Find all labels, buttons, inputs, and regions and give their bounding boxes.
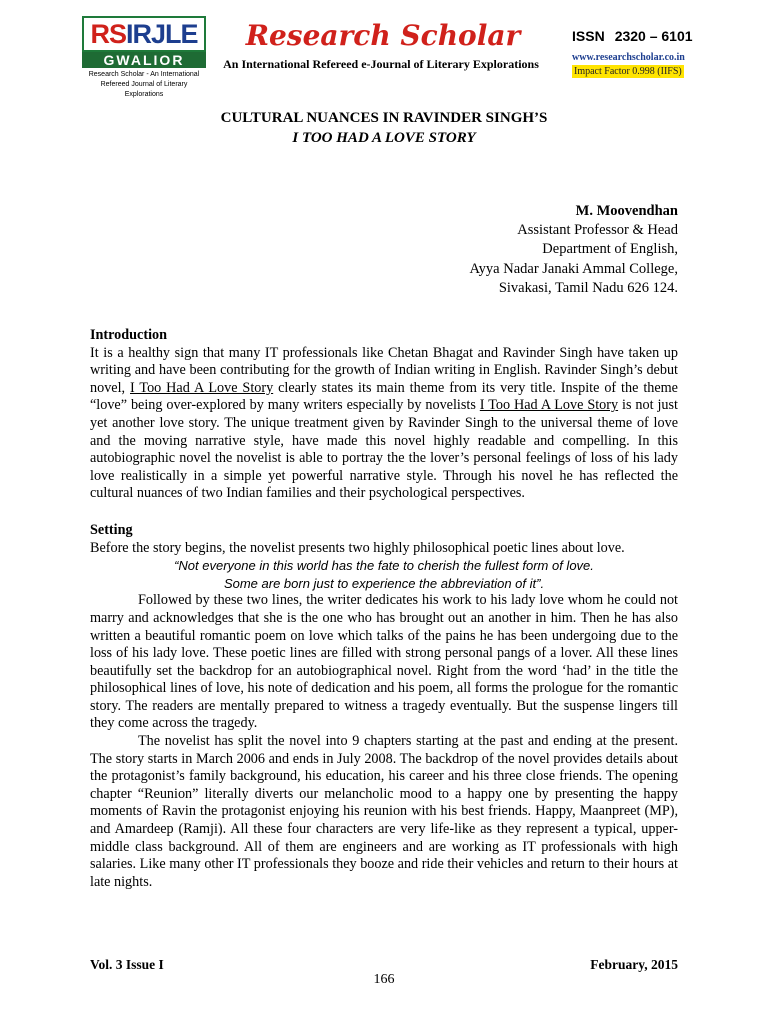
quote-line: “Not everyone in this world has the fate to cherish the fullest form of love. bbox=[174, 558, 594, 574]
footer-date: February, 2015 bbox=[590, 957, 678, 972]
paper-title-line2: I TOO HAD A LOVE STORY bbox=[292, 130, 476, 146]
introduction-heading: Introduction bbox=[90, 327, 167, 343]
issn-number: 2320 – 6101 bbox=[614, 28, 693, 44]
issn-label: ISSN bbox=[572, 28, 605, 44]
logo-band: GWALIOR bbox=[82, 52, 206, 68]
paper-title bbox=[90, 108, 678, 148]
intro-text-a: It is a healthy sign that many IT professionals like Chetan Bhagat and Ravinder Singh have taken up writing and have been contributing for the growth of Indian writing in English. Ravinder Singh’s debut novel, bbox=[90, 344, 678, 396]
intro-text-b: clearly states its main theme from its very title. Inspite of the theme “love” being over-explored by many writers especially by novelists bbox=[90, 379, 678, 414]
journal-title: Research Scholar bbox=[245, 19, 521, 52]
novel-title-ref: I Too Had A Love Story bbox=[479, 397, 619, 414]
logo-caption-line2: Refereed Journal of Literary Explorations bbox=[100, 81, 188, 98]
author-department: Department of English, bbox=[542, 241, 678, 258]
author-position: Assistant Professor & Head bbox=[517, 222, 678, 239]
article-body bbox=[90, 327, 678, 891]
issn bbox=[572, 28, 693, 44]
page-number: 166 bbox=[373, 972, 395, 987]
setting-heading: Setting bbox=[90, 521, 133, 538]
novel-title-ref: I Too Had A Love Story bbox=[130, 379, 274, 396]
journal-logo bbox=[82, 16, 206, 96]
author-college: Ayya Nadar Janaki Ammal College, bbox=[469, 260, 678, 277]
logo-rs: RS bbox=[90, 18, 126, 49]
author-block bbox=[470, 202, 678, 298]
paper-title-line1: CULTURAL NUANCES IN RAVINDER SINGH’S bbox=[220, 110, 548, 126]
intro-text-c: is not just yet another love story. The unique treatment given by Ravinder Singh to the universal theme of love and the moving narrative style, have made this novel highly readable and compelling. In this autobiographic novel the novelist is able to portray the the lover’s personal feelings of loss of his lady love realistically in a simple yet powerful narrative style. Through his novel he has reflected the cultural nuances of two Indian families and their psychological perspectives. bbox=[90, 397, 678, 502]
logo-caption-line1: Research Scholar - An International bbox=[88, 71, 200, 78]
author-name: M. Moovendhan bbox=[575, 203, 678, 219]
introduction-paragraph bbox=[90, 345, 678, 503]
footer-volume: Vol. 3 Issue I bbox=[90, 957, 164, 972]
logo-wordmark bbox=[82, 16, 206, 52]
logo-irjle: IRJLE bbox=[125, 18, 198, 49]
setting-paragraph: Followed by these two lines, the writer dedicates his work to his lady love whom he could not marry and acknowledges that she is the one who has brought out an another in him. Then he has also written a beautiful romantic poem on love which talks of the pains he has been undergoing due to the loss of his lady love. These poetic lines are filled with strong personal pangs of a lover. All these lines beautifully set the backdrop for an autobiographical novel. Right from the word ‘had’ in the title the philosophical lines of love, his note of dedication and his poem, all forms the prologue for the romantic story. The readers are mentally prepared to witness a tragedy eventually. But the suspense lingers till they come across the tragedy. bbox=[90, 592, 678, 732]
quote-line: Some are born just to experience the abbreviation of it”. bbox=[223, 575, 545, 591]
impact-factor: Impact Factor 0.998 (IIFS) bbox=[574, 66, 682, 77]
author-location: Sivakasi, Tamil Nadu 626 124. bbox=[498, 279, 678, 296]
logo-caption bbox=[82, 70, 206, 100]
setting-paragraph: The novelist has split the novel into 9 chapters starting at the past and ending at the present. The story starts in March 2006 and ends in July 2008. The backdrop of the novel provides details about the protagonist’s family background, his education, his career and his three close friends. The opening chapter “Reunion” literally diverts our melancholic mood to a happy one by presenting the happy moments of Ravin the protagonist enjoying his reunion with his best friends. Happy, Maanpreet (MP), and Amardeep (Ramji). All these four characters are very life-like as they represent a typical, upper-middle class background. All of them are engineers and are working as IT professionals with high salaries. Like many other IT professionals they booze and ride their vehicles and return to their hours at late nights. bbox=[90, 733, 678, 890]
journal-subtitle: An International Refereed e-Journal of Literary Explorations bbox=[223, 57, 539, 71]
setting-paragraph: Before the story begins, the novelist presents two highly philosophical poetic lines about love. bbox=[90, 539, 625, 556]
website-link[interactable]: www.researchscholar.co.in bbox=[572, 52, 685, 63]
